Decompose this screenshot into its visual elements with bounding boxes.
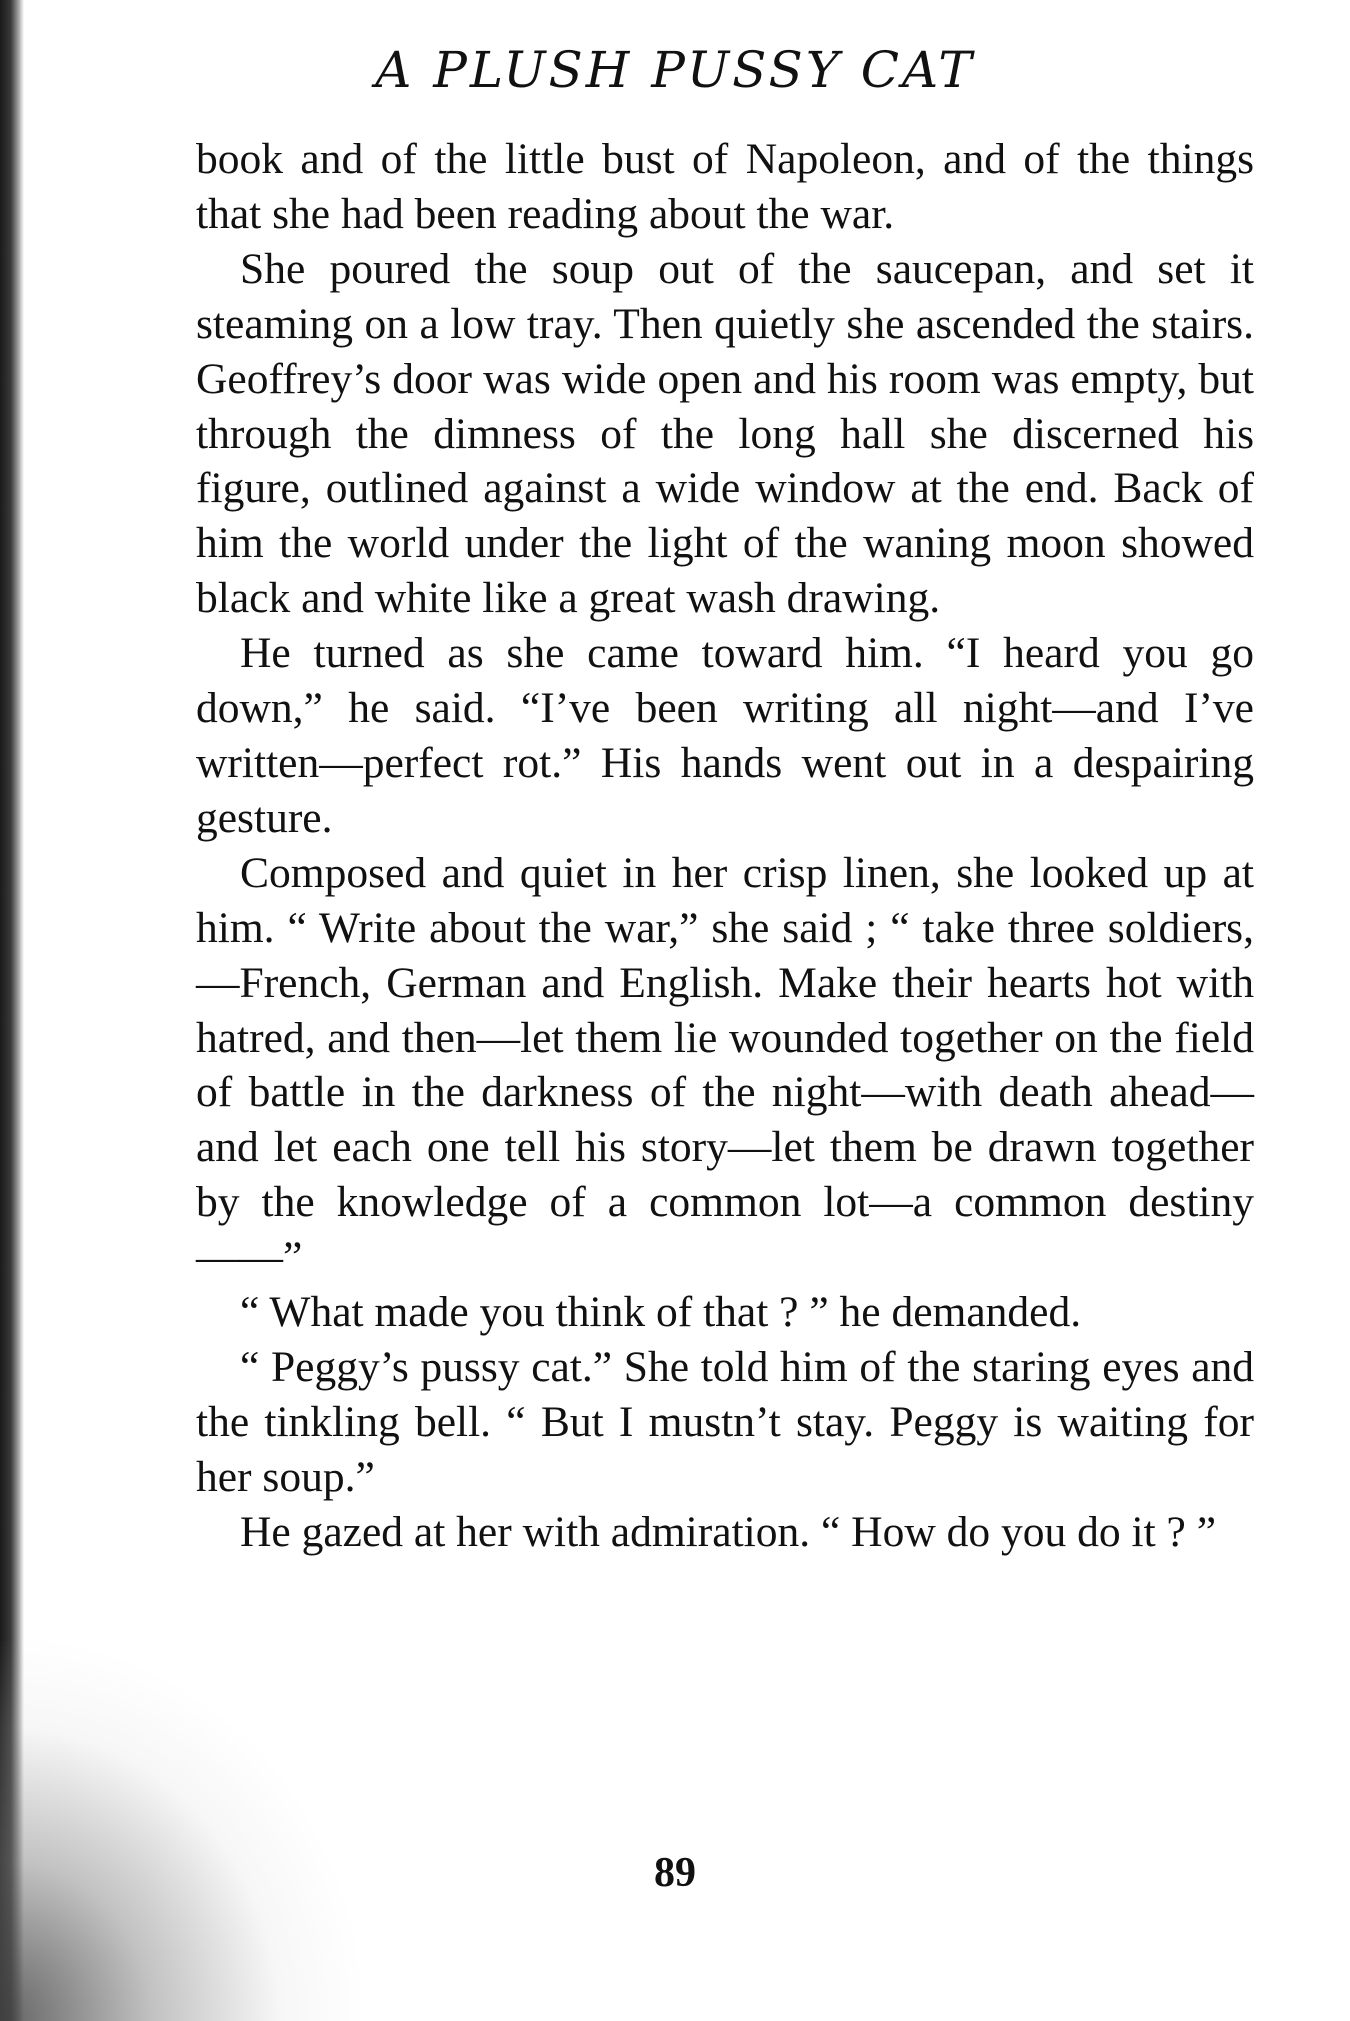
paragraph-war-story: Composed and quiet in her crisp linen, she looked up at him. “ Write about the war,” she said ; “ take three soldiers,—French, German and English. Make their hearts hot with hatred, and then—let them lie wounded together on the field of battle in the darkness of the night—with death ahead—and let each one tell his story—let them be drawn together by the knowledge of a common lot—a common destiny ——” (196, 848, 1254, 1282)
paragraph-continuation: book and of the little bust of Napoleon, and of the things that she had been reading about the war. (196, 135, 1254, 238)
corner-scan-shadow (0, 1641, 360, 2021)
body-text (196, 132, 1254, 1560)
paragraph-geoffrey-writing: He turned as she came toward him. “I heard you go down,” he said. “I’ve been writing all night—and I’ve written—perfect rot.” His hands went out in a despairing gesture. (196, 629, 1254, 842)
paragraph-soup: She poured the soup out of the saucepan, and set it steaming on a low tray. Then quietly she ascended the stairs. Geoffrey’s door was wide open and his room was empty, but through the dimness of the long hall she discerned his figure, outlined against a wide window at the end. Back of him the world under the light of the waning moon showed black and white like a great wash drawing. (196, 244, 1254, 623)
paragraph-admiration: He gazed at her with admiration. “ How do you do it ? ” (240, 1507, 1217, 1556)
page-number: 89 (654, 1850, 696, 1896)
running-head: A PLUSH PUSSY CAT (375, 41, 975, 99)
paragraph-demanded: “ What made you think of that ? ” he demanded. (240, 1288, 1082, 1337)
paragraph-pussy-cat: “ Peggy’s pussy cat.” She told him of the staring eyes and the tinkling bell. “ But I mustn’t stay. Peggy is waiting for her soup.” (196, 1342, 1254, 1501)
